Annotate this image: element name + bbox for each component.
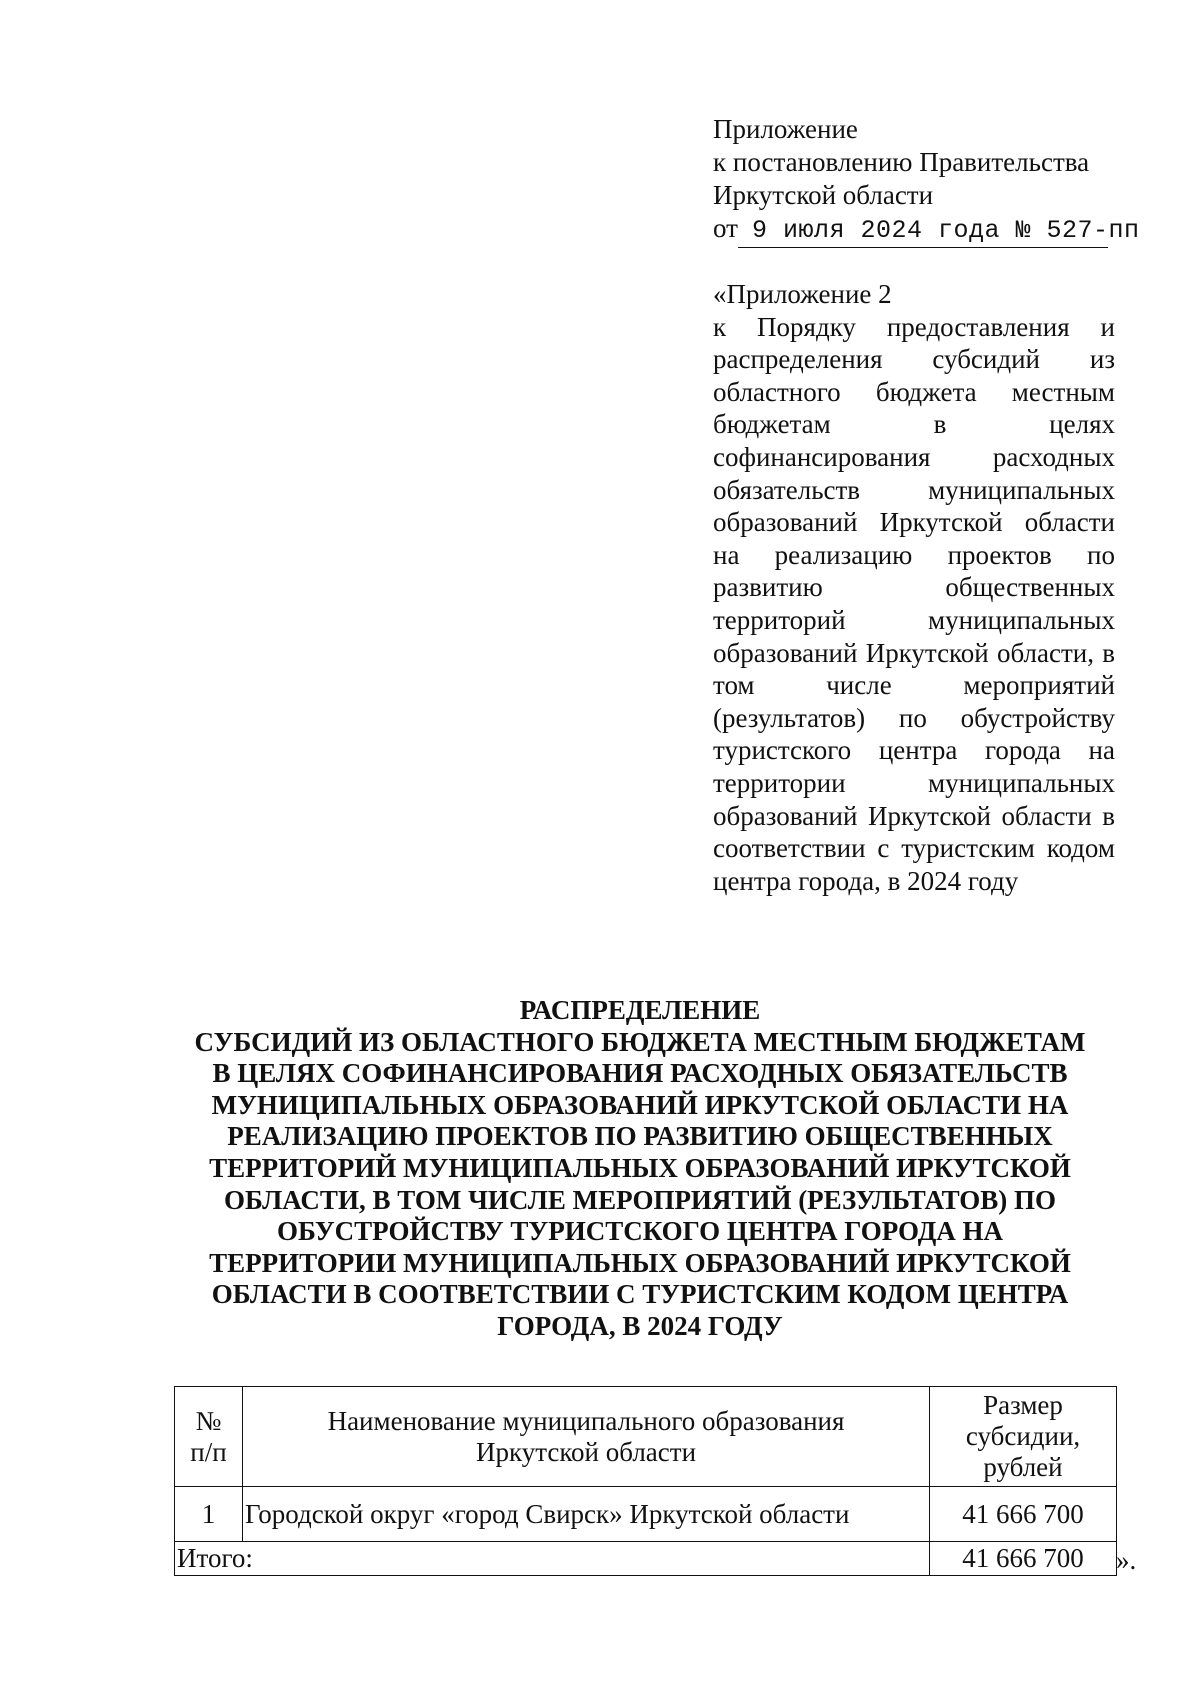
total-label: Итого: xyxy=(175,1542,930,1576)
heading-line: ТЕРРИТОРИИ МУНИЦИПАЛЬНЫХ ОБРАЗОВАНИЙ ИРКУТСКОЙ xyxy=(209,1247,1071,1278)
heading-line: ОБЛАСТИ, В ТОМ ЧИСЛЕ МЕРОПРИЯТИЙ (РЕЗУЛЬТАТОВ) ПО xyxy=(223,1184,1056,1215)
closing-quote-mark: ». xyxy=(1116,1545,1137,1575)
header-amount-line-2: субсидии, xyxy=(965,1421,1081,1451)
appendix-title: «Приложение 2 xyxy=(713,279,892,309)
approval-line-1: Приложение xyxy=(713,114,858,144)
subsidy-table xyxy=(174,1386,1117,1576)
heading-line: ГОРОДА, В 2024 ГОДУ xyxy=(497,1310,783,1341)
table-header-row xyxy=(175,1387,1117,1487)
approval-line-3: Иркутской области xyxy=(713,180,934,210)
date-value: 9 июля 2024 года № 527-пп xyxy=(738,214,1108,248)
cell-number: 1 xyxy=(175,1487,243,1542)
header-number-line-2: п/п xyxy=(190,1436,227,1467)
header-name xyxy=(243,1387,930,1487)
heading-line: ОБУСТРОЙСТВУ ТУРИСТСКОГО ЦЕНТРА ГОРОДА НА xyxy=(276,1216,1004,1247)
appendix-body: к Порядку предоставления и распределения субсидий из областного бюджета местным бюджетам в целях софинансирования расходных обязательств муниципальных образований Иркутской области на реализацию проектов по развитию общественных территорий муниципальных образований Иркутской области, в том числе мероприятий (результатов) по обустройству туристского центра города на территории муниципальных образований Иркутской области в соответствии с туристским кодом центра города, в 2024 году xyxy=(713,311,1115,896)
header-name-line-2: Иркутской области xyxy=(475,1436,697,1467)
approval-date-line xyxy=(713,212,1140,248)
header-amount-line-1: Размер xyxy=(983,1390,1063,1420)
document-heading xyxy=(160,995,1120,1343)
heading-line: МУНИЦИПАЛЬНЫХ ОБРАЗОВАНИЙ ИРКУТСКОЙ ОБЛАСТИ НА xyxy=(211,1089,1069,1120)
header-number-line-1: № xyxy=(195,1405,222,1436)
appendix-block xyxy=(713,278,1115,897)
header-name-line-1: Наименование муниципального образования xyxy=(327,1405,845,1436)
header-number xyxy=(175,1387,243,1487)
table-total-row xyxy=(175,1542,1117,1576)
date-prefix: от xyxy=(713,213,738,243)
header-amount-line-3: рублей xyxy=(983,1452,1063,1482)
header-amount xyxy=(930,1387,1117,1487)
heading-line: РАСПРЕДЕЛЕНИЕ xyxy=(519,995,761,1025)
cell-name: Городской округ «город Свирск» Иркутской области xyxy=(243,1487,930,1542)
heading-line: В ЦЕЛЯХ СОФИНАНСИРОВАНИЯ РАСХОДНЫХ ОБЯЗАТЕЛЬСТВ xyxy=(212,1058,1068,1089)
cell-amount: 41 666 700 xyxy=(930,1487,1117,1542)
heading-line: ОБЛАСТИ В СООТВЕТСТВИИ С ТУРИСТСКИМ КОДОМ ЦЕНТРА xyxy=(211,1279,1069,1310)
approval-block xyxy=(713,113,1140,248)
total-amount: 41 666 700 xyxy=(930,1542,1117,1576)
table-row xyxy=(175,1487,1117,1542)
heading-line: РЕАЛИЗАЦИЮ ПРОЕКТОВ ПО РАЗВИТИЮ ОБЩЕСТВЕННЫХ xyxy=(227,1121,1053,1152)
heading-line: ТЕРРИТОРИЙ МУНИЦИПАЛЬНЫХ ОБРАЗОВАНИЙ ИРКУТСКОЙ xyxy=(209,1152,1071,1183)
heading-line: СУБСИДИЙ ИЗ ОБЛАСТНОГО БЮДЖЕТА МЕСТНЫМ БЮДЖЕТАМ xyxy=(194,1026,1086,1057)
approval-line-2: к постановлению Правительства xyxy=(713,147,1090,177)
